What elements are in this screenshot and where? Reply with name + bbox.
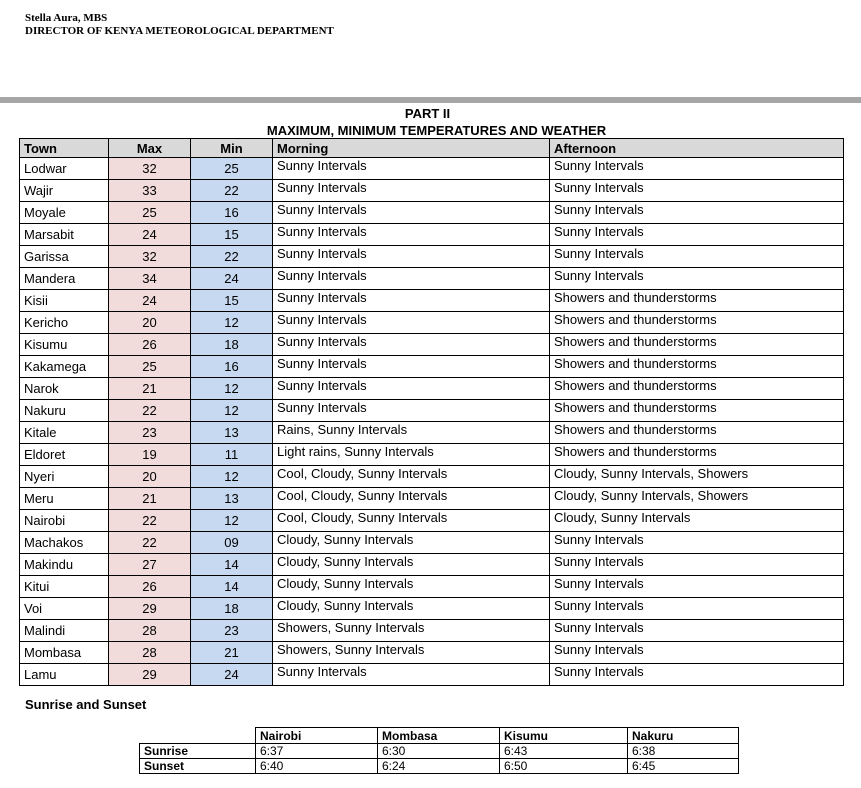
morning-weather-cell: Sunny Intervals xyxy=(273,400,550,422)
min-temp-cell: 18 xyxy=(191,598,273,620)
afternoon-weather-cell: Sunny Intervals xyxy=(550,598,844,620)
table-row xyxy=(20,290,844,312)
sunset-label: Sunset xyxy=(140,759,256,774)
min-temp-cell: 14 xyxy=(191,576,273,598)
min-temp-cell: 22 xyxy=(191,246,273,268)
table-row xyxy=(20,532,844,554)
afternoon-weather-cell: Sunny Intervals xyxy=(550,180,844,202)
sunset-time: 6:24 xyxy=(378,759,500,774)
table-row xyxy=(20,444,844,466)
town-cell: Marsabit xyxy=(20,224,109,246)
table-row xyxy=(20,378,844,400)
max-temp-cell: 20 xyxy=(109,312,191,334)
max-temp-cell: 22 xyxy=(109,532,191,554)
max-temp-cell: 20 xyxy=(109,466,191,488)
town-cell: Wajir xyxy=(20,180,109,202)
min-temp-cell: 18 xyxy=(191,334,273,356)
afternoon-weather-cell: Cloudy, Sunny Intervals, Showers xyxy=(550,466,844,488)
table-row xyxy=(20,158,844,180)
morning-weather-cell: Cool, Cloudy, Sunny Intervals xyxy=(273,466,550,488)
director-title: DIRECTOR OF KENYA METEOROLOGICAL DEPARTMENT xyxy=(25,25,334,37)
morning-weather-cell: Cool, Cloudy, Sunny Intervals xyxy=(273,510,550,532)
min-temp-cell: 22 xyxy=(191,180,273,202)
min-temp-cell: 13 xyxy=(191,422,273,444)
table-row xyxy=(20,246,844,268)
sunrise-time: 6:38 xyxy=(628,744,739,759)
table-header-row xyxy=(20,139,844,158)
town-cell: Meru xyxy=(20,488,109,510)
max-temp-cell: 29 xyxy=(109,598,191,620)
morning-weather-cell: Sunny Intervals xyxy=(273,334,550,356)
max-temp-cell: 28 xyxy=(109,642,191,664)
max-temp-cell: 19 xyxy=(109,444,191,466)
city-header: Nakuru xyxy=(628,728,739,744)
afternoon-weather-cell: Sunny Intervals xyxy=(550,554,844,576)
morning-weather-cell: Sunny Intervals xyxy=(273,202,550,224)
director-name: Stella Aura, MBS xyxy=(25,12,108,24)
afternoon-weather-cell: Cloudy, Sunny Intervals xyxy=(550,510,844,532)
morning-weather-cell: Sunny Intervals xyxy=(273,356,550,378)
afternoon-weather-cell: Sunny Intervals xyxy=(550,576,844,598)
min-temp-cell: 12 xyxy=(191,312,273,334)
max-temp-cell: 22 xyxy=(109,400,191,422)
max-temp-cell: 23 xyxy=(109,422,191,444)
afternoon-weather-cell: Sunny Intervals xyxy=(550,246,844,268)
min-temp-cell: 09 xyxy=(191,532,273,554)
town-cell: Lamu xyxy=(20,664,109,686)
max-temp-cell: 27 xyxy=(109,554,191,576)
morning-weather-cell: Sunny Intervals xyxy=(273,268,550,290)
town-cell: Makindu xyxy=(20,554,109,576)
table-row xyxy=(20,664,844,686)
min-temp-cell: 12 xyxy=(191,466,273,488)
city-header: Kisumu xyxy=(500,728,628,744)
morning-weather-cell: Cool, Cloudy, Sunny Intervals xyxy=(273,488,550,510)
min-temp-cell: 21 xyxy=(191,642,273,664)
morning-weather-cell: Sunny Intervals xyxy=(273,290,550,312)
min-temp-cell: 16 xyxy=(191,202,273,224)
morning-weather-cell: Sunny Intervals xyxy=(273,158,550,180)
min-temp-cell: 16 xyxy=(191,356,273,378)
table-row xyxy=(20,180,844,202)
afternoon-weather-cell: Sunny Intervals xyxy=(550,532,844,554)
max-temp-cell: 24 xyxy=(109,290,191,312)
town-cell: Kitale xyxy=(20,422,109,444)
morning-weather-cell: Showers, Sunny Intervals xyxy=(273,620,550,642)
max-temp-cell: 32 xyxy=(109,246,191,268)
min-header: Min xyxy=(191,139,273,158)
max-temp-cell: 26 xyxy=(109,576,191,598)
morning-header: Morning xyxy=(273,139,550,158)
afternoon-weather-cell: Sunny Intervals xyxy=(550,224,844,246)
max-temp-cell: 26 xyxy=(109,334,191,356)
min-temp-cell: 12 xyxy=(191,400,273,422)
min-temp-cell: 15 xyxy=(191,224,273,246)
sunset-row xyxy=(140,759,739,774)
table-row xyxy=(20,576,844,598)
town-cell: Nakuru xyxy=(20,400,109,422)
min-temp-cell: 24 xyxy=(191,664,273,686)
min-temp-cell: 13 xyxy=(191,488,273,510)
morning-weather-cell: Cloudy, Sunny Intervals xyxy=(273,598,550,620)
min-temp-cell: 12 xyxy=(191,510,273,532)
town-cell: Mandera xyxy=(20,268,109,290)
max-temp-cell: 28 xyxy=(109,620,191,642)
town-cell: Kisii xyxy=(20,290,109,312)
morning-weather-cell: Sunny Intervals xyxy=(273,224,550,246)
min-temp-cell: 24 xyxy=(191,268,273,290)
town-header: Town xyxy=(20,139,109,158)
table-row xyxy=(20,488,844,510)
table-row xyxy=(20,510,844,532)
max-temp-cell: 21 xyxy=(109,488,191,510)
afternoon-weather-cell: Sunny Intervals xyxy=(550,620,844,642)
max-temp-cell: 32 xyxy=(109,158,191,180)
table-row xyxy=(20,642,844,664)
afternoon-weather-cell: Sunny Intervals xyxy=(550,158,844,180)
town-cell: Nairobi xyxy=(20,510,109,532)
table-row xyxy=(20,598,844,620)
town-cell: Kisumu xyxy=(20,334,109,356)
town-cell: Garissa xyxy=(20,246,109,268)
morning-weather-cell: Showers, Sunny Intervals xyxy=(273,642,550,664)
town-cell: Narok xyxy=(20,378,109,400)
table-row xyxy=(20,356,844,378)
afternoon-weather-cell: Sunny Intervals xyxy=(550,642,844,664)
max-temp-cell: 21 xyxy=(109,378,191,400)
min-temp-cell: 14 xyxy=(191,554,273,576)
morning-weather-cell: Cloudy, Sunny Intervals xyxy=(273,576,550,598)
max-temp-cell: 33 xyxy=(109,180,191,202)
max-header: Max xyxy=(109,139,191,158)
sunset-time: 6:50 xyxy=(500,759,628,774)
section-divider xyxy=(0,97,861,103)
min-temp-cell: 12 xyxy=(191,378,273,400)
town-cell: Nyeri xyxy=(20,466,109,488)
afternoon-weather-cell: Showers and thunderstorms xyxy=(550,312,844,334)
morning-weather-cell: Sunny Intervals xyxy=(273,180,550,202)
table-row xyxy=(20,400,844,422)
afternoon-weather-cell: Cloudy, Sunny Intervals, Showers xyxy=(550,488,844,510)
sun-header-row xyxy=(140,728,739,744)
town-cell: Voi xyxy=(20,598,109,620)
town-cell: Moyale xyxy=(20,202,109,224)
city-header: Mombasa xyxy=(378,728,500,744)
afternoon-weather-cell: Showers and thunderstorms xyxy=(550,378,844,400)
table-row xyxy=(20,422,844,444)
table-body xyxy=(20,158,844,686)
morning-weather-cell: Light rains, Sunny Intervals xyxy=(273,444,550,466)
min-temp-cell: 23 xyxy=(191,620,273,642)
town-cell: Eldoret xyxy=(20,444,109,466)
afternoon-weather-cell: Showers and thunderstorms xyxy=(550,422,844,444)
sun-corner-cell xyxy=(140,728,256,744)
morning-weather-cell: Sunny Intervals xyxy=(273,378,550,400)
table-row xyxy=(20,312,844,334)
min-temp-cell: 15 xyxy=(191,290,273,312)
sunrise-time: 6:43 xyxy=(500,744,628,759)
morning-weather-cell: Cloudy, Sunny Intervals xyxy=(273,532,550,554)
afternoon-weather-cell: Sunny Intervals xyxy=(550,202,844,224)
temperature-weather-table xyxy=(19,138,844,686)
morning-weather-cell: Sunny Intervals xyxy=(273,246,550,268)
table-row xyxy=(20,202,844,224)
signature-block xyxy=(25,12,334,38)
section-title: MAXIMUM, MINIMUM TEMPERATURES AND WEATHER xyxy=(266,123,607,138)
table-row xyxy=(20,620,844,642)
afternoon-weather-cell: Sunny Intervals xyxy=(550,268,844,290)
table-row xyxy=(20,268,844,290)
morning-weather-cell: Sunny Intervals xyxy=(273,312,550,334)
part-heading: PART II xyxy=(404,106,451,121)
afternoon-header: Afternoon xyxy=(550,139,844,158)
city-header: Nairobi xyxy=(256,728,378,744)
morning-weather-cell: Rains, Sunny Intervals xyxy=(273,422,550,444)
min-temp-cell: 25 xyxy=(191,158,273,180)
town-cell: Machakos xyxy=(20,532,109,554)
sunset-time: 6:45 xyxy=(628,759,739,774)
table-row xyxy=(20,334,844,356)
max-temp-cell: 25 xyxy=(109,202,191,224)
afternoon-weather-cell: Showers and thunderstorms xyxy=(550,444,844,466)
sunrise-sunset-table xyxy=(139,727,739,774)
morning-weather-cell: Sunny Intervals xyxy=(273,664,550,686)
sunrise-label: Sunrise xyxy=(140,744,256,759)
max-temp-cell: 24 xyxy=(109,224,191,246)
sunrise-sunset-title: Sunrise and Sunset xyxy=(25,697,147,712)
max-temp-cell: 22 xyxy=(109,510,191,532)
max-temp-cell: 34 xyxy=(109,268,191,290)
town-cell: Kakamega xyxy=(20,356,109,378)
town-cell: Kericho xyxy=(20,312,109,334)
sunrise-time: 6:37 xyxy=(256,744,378,759)
afternoon-weather-cell: Showers and thunderstorms xyxy=(550,290,844,312)
afternoon-weather-cell: Sunny Intervals xyxy=(550,664,844,686)
table-row xyxy=(20,224,844,246)
afternoon-weather-cell: Showers and thunderstorms xyxy=(550,334,844,356)
min-temp-cell: 11 xyxy=(191,444,273,466)
max-temp-cell: 29 xyxy=(109,664,191,686)
morning-weather-cell: Cloudy, Sunny Intervals xyxy=(273,554,550,576)
town-cell: Lodwar xyxy=(20,158,109,180)
town-cell: Malindi xyxy=(20,620,109,642)
table-row xyxy=(20,554,844,576)
sunrise-time: 6:30 xyxy=(378,744,500,759)
max-temp-cell: 25 xyxy=(109,356,191,378)
afternoon-weather-cell: Showers and thunderstorms xyxy=(550,400,844,422)
afternoon-weather-cell: Showers and thunderstorms xyxy=(550,356,844,378)
sunset-time: 6:40 xyxy=(256,759,378,774)
town-cell: Kitui xyxy=(20,576,109,598)
sunrise-row xyxy=(140,744,739,759)
town-cell: Mombasa xyxy=(20,642,109,664)
table-row xyxy=(20,466,844,488)
